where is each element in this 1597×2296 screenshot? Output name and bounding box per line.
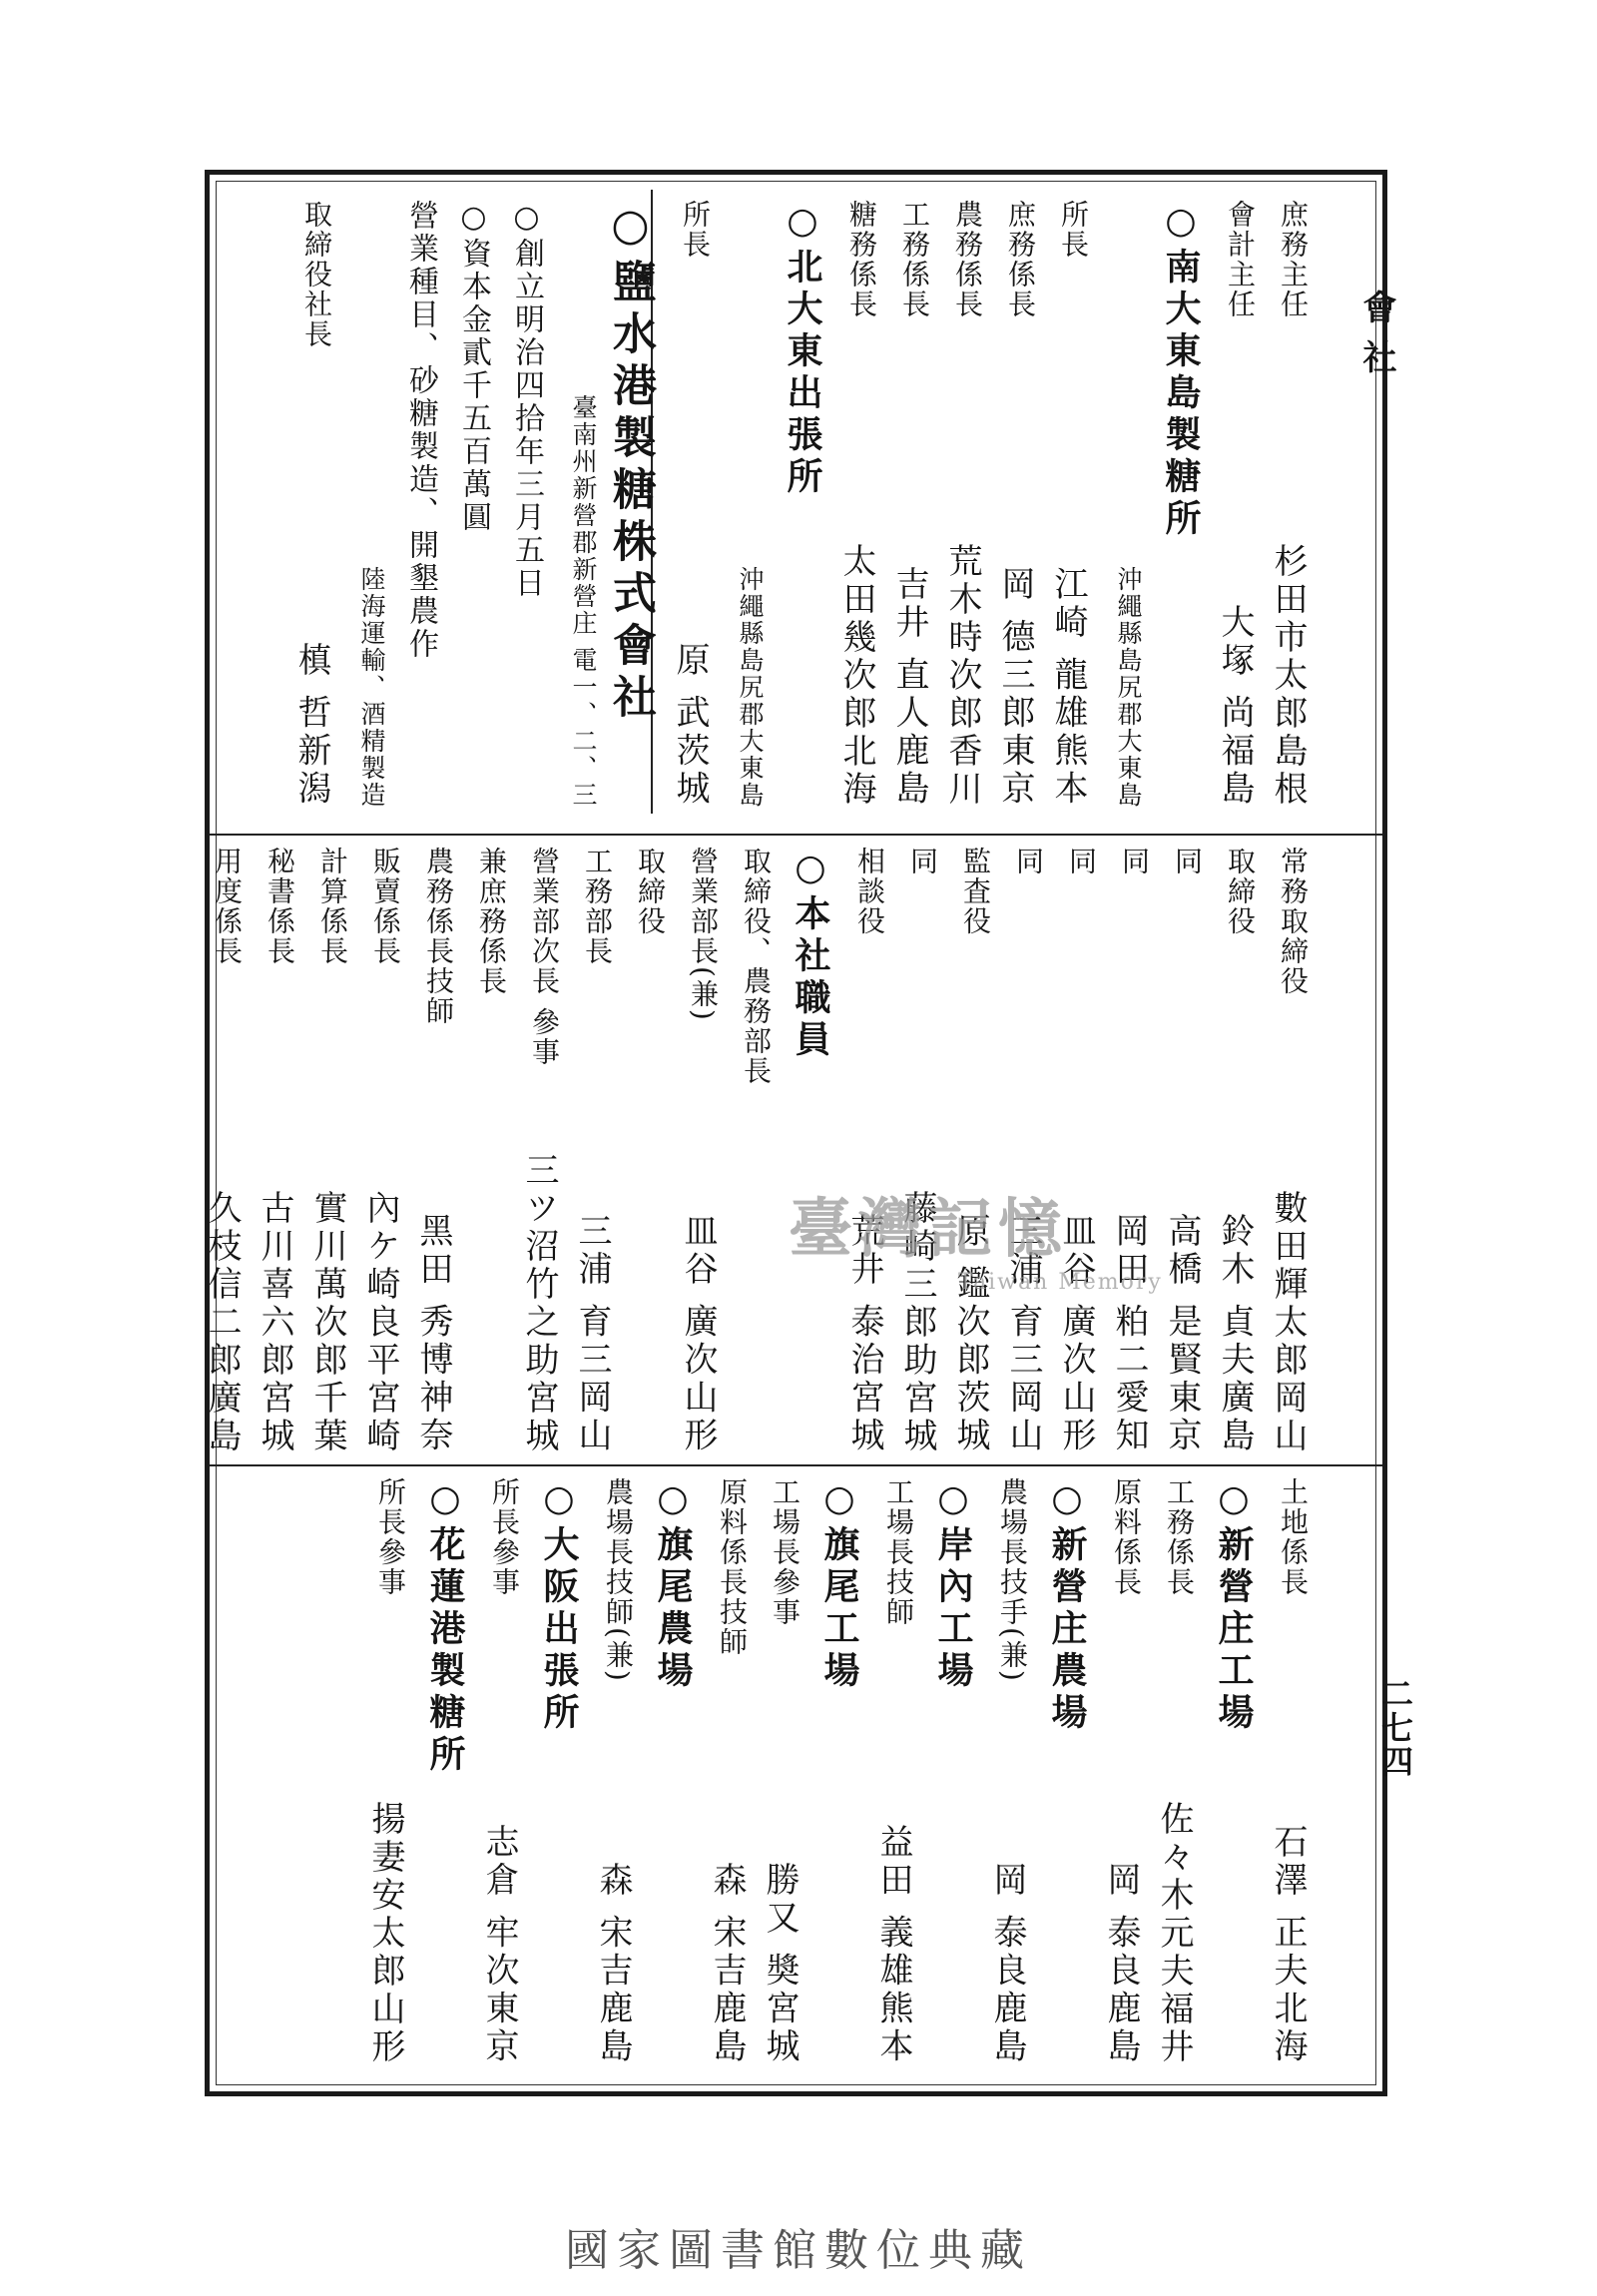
band-middle bbox=[202, 847, 1313, 1455]
entry-column bbox=[593, 1477, 638, 2066]
position-label: 同 bbox=[1118, 847, 1151, 876]
entry-column bbox=[836, 200, 881, 809]
person-name: 高橋 是賢東京 bbox=[1162, 1213, 1202, 1455]
entry-column bbox=[469, 847, 511, 1455]
person-name: 槙 哲新潟 bbox=[291, 642, 331, 809]
person-name: 皿谷 廣次山形 bbox=[678, 1213, 718, 1455]
person-name: 內ケ崎良平宮崎 bbox=[360, 1190, 400, 1455]
person-name: 荒井 泰治宮城 bbox=[844, 1213, 884, 1455]
person-name: 岡田 粕二愛知 bbox=[1109, 1213, 1149, 1455]
address-line: 沖繩縣島尻郡大東島 bbox=[736, 566, 765, 809]
entry-column bbox=[1104, 200, 1146, 809]
position-label: 營業部次長 參事 bbox=[528, 847, 561, 1067]
position-label: 取締役、農務部長 bbox=[740, 847, 773, 1086]
section-heading: ○大阪出張所 bbox=[538, 1477, 580, 1735]
position-label: 取締役 bbox=[1224, 847, 1257, 936]
entry-column bbox=[1215, 200, 1260, 809]
entry-column bbox=[649, 1477, 699, 2066]
person-name: 石澤 正夫北海 bbox=[1268, 1824, 1308, 2066]
section-heading: ○北大東出張所 bbox=[782, 200, 823, 499]
position-label: 原料係長 bbox=[1110, 1477, 1143, 1597]
person-name: 益田 義雄熊本 bbox=[873, 1824, 913, 2066]
entry-column bbox=[1003, 847, 1048, 1455]
entry-column bbox=[291, 200, 336, 809]
entry-column bbox=[995, 200, 1040, 809]
person-name: 岡 泰良鹿島 bbox=[987, 1862, 1027, 2066]
position-label: 計算係長 bbox=[316, 847, 349, 966]
person-name: 實川萬次郎千葉 bbox=[307, 1190, 347, 1455]
position-label: 所長參事 bbox=[488, 1477, 521, 1597]
person-name: 鈴木 貞夫廣島 bbox=[1215, 1213, 1255, 1455]
entry-column bbox=[1154, 1477, 1199, 2066]
position-label: 庶務主任 bbox=[1277, 200, 1310, 319]
position-label: 取締役 bbox=[634, 847, 667, 936]
position-label: 監査役 bbox=[959, 847, 992, 936]
entry-column bbox=[815, 1477, 865, 2066]
person-name: 杉田市太郎島根 bbox=[1268, 543, 1308, 809]
entry-column bbox=[255, 847, 299, 1455]
position-label: 土地係長 bbox=[1277, 1477, 1310, 1597]
person-name: 黑田 秀博神奈 bbox=[413, 1213, 453, 1455]
address-line: 臺南州新營郡新營庄 電一、二、三 bbox=[569, 394, 598, 809]
position-label: 工務部長 bbox=[581, 847, 614, 966]
entry-column bbox=[1210, 1477, 1260, 2066]
entry-column bbox=[873, 1477, 918, 2066]
person-name: 古川喜六郎宮城 bbox=[255, 1190, 294, 1455]
entry-column bbox=[844, 847, 889, 1455]
entry-column bbox=[889, 200, 934, 809]
entry-column bbox=[413, 847, 458, 1455]
position-label: 工場長參事 bbox=[769, 1477, 801, 1627]
entry-column bbox=[1109, 847, 1154, 1455]
person-name: 藤崎三郎助宮城 bbox=[897, 1190, 937, 1455]
position-label: 相談役 bbox=[853, 847, 886, 936]
entry-column bbox=[307, 847, 352, 1455]
entry-column bbox=[421, 1477, 471, 2066]
entry-column bbox=[929, 1477, 979, 2066]
section-heading: ○岸內工場 bbox=[932, 1477, 974, 1693]
position-label: 秘書係長 bbox=[264, 847, 296, 966]
entry-column bbox=[1215, 847, 1260, 1455]
band-divider-2 bbox=[210, 1464, 1382, 1466]
entry-column bbox=[760, 1477, 804, 2066]
person-name: 數田輝太郎岡山 bbox=[1268, 1190, 1308, 1455]
entry-column bbox=[1268, 847, 1313, 1455]
person-name: 岡 泰良鹿島 bbox=[1101, 1862, 1141, 2066]
person-name: 原 鑑次郎茨城 bbox=[950, 1213, 990, 1455]
position-label: 農務係長技師 bbox=[422, 847, 455, 1026]
watermark-subtext: Taiwan Memory bbox=[958, 1270, 1163, 1295]
position-label: 同 bbox=[1065, 847, 1098, 876]
person-name: 三ツ沼竹之助宮城 bbox=[519, 1152, 559, 1455]
entry-column bbox=[519, 847, 564, 1455]
entry-column bbox=[202, 847, 247, 1455]
entry-column bbox=[1268, 1477, 1313, 2066]
position-label: 原料係長技師 bbox=[716, 1477, 749, 1657]
section-heading: ○旗尾農場 bbox=[652, 1477, 694, 1693]
position-label: 用度係長 bbox=[211, 847, 244, 966]
address-line: 沖繩縣島尻郡大東島 bbox=[1114, 566, 1143, 809]
position-label: 所長 bbox=[1057, 200, 1090, 260]
page-number: 二七四 bbox=[1376, 1677, 1414, 1779]
entry-column bbox=[535, 1477, 585, 2066]
entry-column bbox=[506, 200, 548, 809]
entry-column bbox=[360, 847, 405, 1455]
position-label: 農務係長 bbox=[951, 200, 984, 319]
entry-column bbox=[479, 1477, 524, 2066]
position-label: 常務取締役 bbox=[1277, 847, 1310, 996]
position-label: 糖務係長 bbox=[845, 200, 878, 319]
entry-column bbox=[942, 200, 987, 809]
person-name: 吉井 直人鹿島 bbox=[889, 566, 929, 809]
watermark-text: 臺灣記憶 bbox=[789, 1192, 1068, 1267]
entry-column bbox=[779, 200, 828, 809]
person-name: 原 武茨城 bbox=[670, 642, 710, 809]
person-name: 佐々木元夫福井 bbox=[1154, 1801, 1194, 2066]
person-name: 勝又 奬宮城 bbox=[760, 1862, 799, 2066]
entry-column bbox=[670, 200, 715, 809]
band-bottom bbox=[225, 1477, 1313, 2076]
entry-column bbox=[1043, 1477, 1093, 2066]
person-name: 久枝信二郎廣島 bbox=[202, 1190, 242, 1455]
person-name: 岡 德三郎東京 bbox=[995, 566, 1035, 809]
position-label: 兼庶務係長 bbox=[475, 847, 508, 996]
entry-column bbox=[1048, 200, 1093, 809]
position-label: 會計主任 bbox=[1224, 200, 1257, 319]
running-header: 會社 bbox=[1356, 289, 1396, 389]
person-name: 江崎 龍雄熊本 bbox=[1048, 566, 1088, 809]
person-name: 三浦 育三岡山 bbox=[1003, 1213, 1043, 1455]
position-label: 農場長技師(兼) bbox=[602, 1477, 635, 1683]
section-heading: ○花蓮港製糖所 bbox=[424, 1477, 466, 1777]
entry-column bbox=[1162, 847, 1207, 1455]
person-name: 森 宋吉鹿島 bbox=[707, 1862, 747, 2066]
entry-column bbox=[1056, 847, 1101, 1455]
section-heading: ○本社職員 bbox=[790, 847, 831, 1062]
position-label: 同 bbox=[906, 847, 939, 876]
band-divider-1 bbox=[210, 834, 1382, 836]
section-heading: ○旗尾工場 bbox=[818, 1477, 860, 1693]
watermark-logo bbox=[789, 1178, 1308, 1298]
entry-column bbox=[1268, 200, 1313, 809]
entry-column bbox=[605, 200, 662, 809]
company-info: ○創立明治四拾年三月五日 bbox=[509, 200, 544, 600]
entry-column bbox=[628, 847, 670, 1455]
entry-column bbox=[897, 847, 942, 1455]
section-heading: ○南大東島製糖所 bbox=[1160, 200, 1202, 541]
position-label: 庶務係長 bbox=[1004, 200, 1037, 319]
entry-column bbox=[365, 1477, 410, 2066]
entry-column bbox=[734, 847, 776, 1455]
entry-column bbox=[678, 847, 723, 1455]
person-name: 荒木時次郎香川 bbox=[942, 543, 982, 809]
entry-column bbox=[707, 1477, 752, 2066]
position-label: 所長參事 bbox=[374, 1477, 407, 1597]
position-label: 同 bbox=[1171, 847, 1204, 876]
company-info: 營業種目、砂糖製造、開墾農作 bbox=[403, 200, 438, 661]
position-label: 同 bbox=[1012, 847, 1045, 876]
entry-column bbox=[726, 200, 768, 809]
entry-column bbox=[400, 200, 442, 809]
person-name: 志倉 牢次東京 bbox=[479, 1824, 519, 2066]
position-label: 工務係長 bbox=[1163, 1477, 1196, 1597]
person-name: 三浦 育三岡山 bbox=[572, 1213, 612, 1455]
position-label: 工場長技師 bbox=[882, 1477, 915, 1627]
position-label: 農場長技手(兼) bbox=[996, 1477, 1029, 1683]
entry-column bbox=[1101, 1477, 1146, 2066]
person-name: 皿谷 廣次山形 bbox=[1056, 1213, 1096, 1455]
address-line: 陸海運輸、酒精製造 bbox=[357, 566, 386, 809]
entry-column bbox=[950, 847, 995, 1455]
person-name: 大塚 尚福島 bbox=[1215, 604, 1255, 809]
position-label: 取締役社長 bbox=[300, 200, 333, 349]
position-label: 工務係長 bbox=[898, 200, 931, 319]
entry-column bbox=[787, 847, 836, 1455]
position-label: 販賣係長 bbox=[369, 847, 402, 966]
entry-column bbox=[453, 200, 495, 809]
person-name: 森 宋吉鹿島 bbox=[593, 1862, 633, 2066]
person-name: 太田幾次郎北海 bbox=[836, 543, 876, 809]
section-heading: ○新營庄工場 bbox=[1213, 1477, 1255, 1735]
entry-column bbox=[987, 1477, 1032, 2066]
position-label: 營業部長(兼) bbox=[687, 847, 720, 1022]
company-name: ○鹽水港製糖株式會社 bbox=[605, 200, 656, 726]
position-label: 所長 bbox=[679, 200, 712, 260]
entry-column bbox=[347, 200, 389, 809]
section-heading: ○新營庄農場 bbox=[1046, 1477, 1088, 1735]
entry-column bbox=[559, 200, 601, 809]
band-top bbox=[225, 200, 1313, 819]
footer-credit: 國家圖書館數位典藏 bbox=[565, 2225, 1032, 2276]
entry-column bbox=[1157, 200, 1207, 809]
person-name: 揚妻安太郎山形 bbox=[365, 1801, 405, 2066]
entry-column bbox=[572, 847, 617, 1455]
company-info: ○資本金貳千五百萬圓 bbox=[456, 200, 491, 534]
